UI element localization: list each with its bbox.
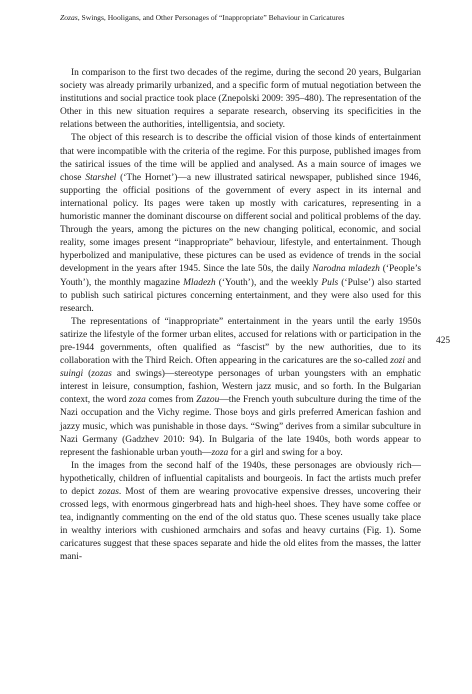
text-run: (‘People’s Youth’), the monthly magazine — [60, 264, 421, 288]
text-run: (‘Youth’), and the weekly — [215, 277, 322, 288]
paragraph — [60, 132, 421, 315]
text-run: (‘Pulse’) also started to publish such satirical pictures concerning entertainment, and they were also used for this research. — [60, 277, 421, 314]
body-text — [60, 67, 421, 565]
text-run: In comparison to the first two decades of the regime, during the second 20 years, Bulgarian society was already primarily urbanized, and a specific form of mutual negotiation between the institutions and social practice took place (Znepolski 2009: 395–480). The representation of the Other in this new situation requires a separate research, observing its specificities in the relations between the authorities, intelligentsia, and society. — [60, 68, 421, 131]
italic-term: Zazou — [196, 395, 220, 406]
running-header-rest: , Swings, Hooligans, and Other Personages of “Inappropriate” Behaviour in Caricatures — [77, 13, 345, 22]
text-run: The object of this research is to describe the official vision of those kinds of entertainment that were incompatible with the criteria of the regime. For this purpose, published images from the satirical issues of the time will be applied and analysed. As a main source of images we chose — [60, 133, 421, 183]
italic-term: suingi — [60, 369, 84, 380]
text-run: and swings)—stereotype personages of urban youngsters with an emphatic interest in leisure, consumption, fashion, Western jazz music, and so forth. In the Bulgarian context, the word — [60, 369, 421, 406]
italic-term: Narodna mladezh — [312, 264, 380, 275]
italic-term: Puls — [321, 277, 339, 288]
text-run: The representations of “inappropriate” entertainment in the years until the early 1950s satirize the lifestyle of the former urban elites, accused for relations with or participation in the pre-1944 governments, often qualified as “fascist” by the new authorities, due to its collaboration with the Third Reich. Often appearing in the caricatures are the so-called — [60, 316, 421, 367]
italic-term: Starshel — [85, 172, 117, 183]
paragraph — [60, 316, 421, 460]
running-header — [60, 13, 420, 22]
text-run: —the French youth subculture during the time of the Nazi occupation and the Vichy regime. Those boys and girls preferred American fashion and jazzy music, which was punishable in those days. “Swing” derives from a similar subculture in Nazi Germany (Gadzhev 2010: 94). In Bulgaria of the late 1940s, both words appear to represent the fashionable urban youth— — [60, 395, 421, 458]
text-run: ( — [83, 369, 92, 380]
text-run: for a girl and swing for a boy. — [228, 447, 343, 458]
text-run: comes from — [145, 395, 197, 406]
italic-term: Mladezh — [183, 277, 216, 288]
italic-term: zoza — [129, 395, 146, 406]
text-run: (‘The Hornet’)—a new illustrated satirical newspaper, published since 1946, supporting the official positions of the government of every aspect in its internal and international policy. Its pages were taken up mostly with caricatures, representing in a humoristic manner the dominant discourse on different social and political problems of the day. Through the years, among the pictures on the new changing political, economic, and social reality, some images present “inappropriate” behaviour, lifestyle, and entertainment. Though hyperbolized and manipulative, these pictures can be used as evidence of trends in the social development in the years after 1945. Since the late 50s, the daily — [60, 172, 421, 275]
italic-term: zozi — [390, 356, 405, 367]
italic-term: zozas — [91, 369, 112, 380]
italic-term: zozas — [98, 487, 119, 497]
text-run: In the images from the second half of the 1940s, these personages are obviously rich—hypothetically, children of influential capitalists and bourgeois. In fact the artists much prefer to depict — [60, 460, 421, 497]
page-number: 425 — [436, 336, 451, 346]
text-run: and — [404, 356, 421, 367]
text-run: . Most of them are wearing provocative expensive dresses, uncovering their crossed legs, with enormous gingerbread hats and high-heel shoes. They have some coffee or tea, indignantly commenting on the end of the old status quo. These scenes usually take place in wealthy interiors with cushioned armchairs and sofas and heavy curtains (Fig. 1). Some caricatures suggest that these spaces separate and hide the old elites from the masses, the latter mani- — [60, 487, 422, 563]
paragraph — [60, 67, 421, 132]
paragraph — [60, 460, 421, 565]
italic-term: zoza — [211, 447, 229, 458]
running-header-italic: Zozas — [60, 13, 78, 22]
